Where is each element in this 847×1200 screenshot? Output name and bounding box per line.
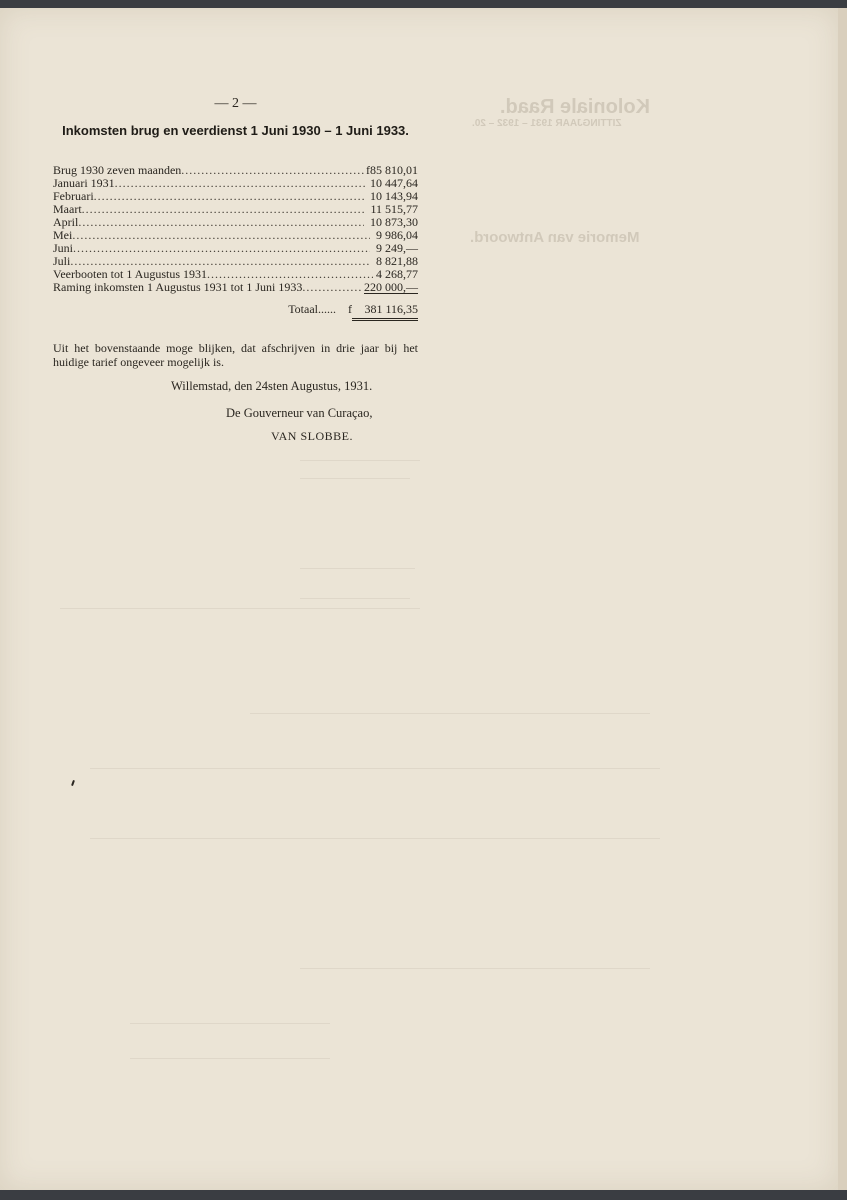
row-amount: 11 515,77 (370, 202, 418, 216)
row-label: Brug 1930 zeven maanden (53, 163, 182, 177)
dot-leader (82, 203, 365, 216)
row-amount: 4 268,77 (376, 267, 418, 281)
dot-leader (181, 164, 366, 177)
bleed-through-title: Koloniale Raad. (500, 96, 651, 118)
row-label: Februari (53, 189, 94, 203)
table-row (53, 242, 418, 255)
row-label: Mei (53, 228, 73, 242)
total-amount: 381 116,35 (352, 302, 418, 321)
dot-leader (302, 281, 362, 294)
row-amount: 10 143,94 (370, 189, 418, 203)
row-currency: f (366, 163, 370, 177)
row-label: Januari 1931 (53, 176, 115, 190)
signatory-name: VAN SLOBBE. (271, 429, 353, 443)
bleed-through-subtitle: ZITTINGJAAR 1931 – 1932 – 20. (472, 118, 622, 129)
row-amount: 9 249,— (376, 241, 418, 255)
bleed-through-memo: Memorie van Antwoord. (470, 229, 640, 246)
dot-leader (73, 242, 370, 255)
row-amount: 9 986,04 (376, 228, 418, 242)
dot-leader (72, 229, 369, 242)
governor-title: De Gouverneur van Curaçao, (226, 406, 373, 420)
row-label: Juli (53, 254, 71, 268)
total-row (53, 302, 418, 321)
body-paragraph: Uit het bovenstaande moge blijken, dat afschrijven in drie jaar bij het huidige tarief ongeveer mogelijk is. (53, 341, 418, 369)
total-currency: f (348, 302, 352, 316)
ink-speck (71, 780, 75, 786)
row-amount: 10 447,64 (370, 176, 418, 190)
row-amount: 85 810,01 (370, 163, 418, 177)
paper-edge (838, 8, 847, 1190)
row-label: Raming inkomsten 1 Augustus 1931 tot 1 Juni 1933 (53, 280, 303, 294)
table-row (53, 177, 418, 190)
table-row (53, 190, 418, 203)
row-label: Veerbooten tot 1 Augustus 1931 (53, 267, 207, 281)
table-heading: Inkomsten brug en veerdienst 1 Juni 1930 – 1 Juni 1933. (62, 123, 409, 138)
table-row (53, 203, 418, 216)
signing-place-date: Willemstad, den 24sten Augustus, 1931. (171, 379, 373, 393)
row-amount: 8 821,88 (376, 254, 418, 268)
table-row (53, 229, 418, 242)
table-row (53, 216, 418, 229)
table-row (53, 281, 418, 294)
row-label: Maart (53, 202, 82, 216)
dot-leader (78, 216, 364, 229)
row-label: April (53, 215, 79, 229)
row-label: Juni (53, 241, 74, 255)
row-amount: 10 873,30 (370, 215, 418, 229)
page-number: — 2 — (214, 96, 257, 111)
dot-leader (94, 190, 365, 203)
total-label: Totaal...... (288, 302, 336, 316)
dot-leader (115, 177, 365, 190)
income-table (53, 164, 418, 294)
document-page (0, 8, 838, 1190)
row-amount: 220 000,— (364, 280, 418, 294)
